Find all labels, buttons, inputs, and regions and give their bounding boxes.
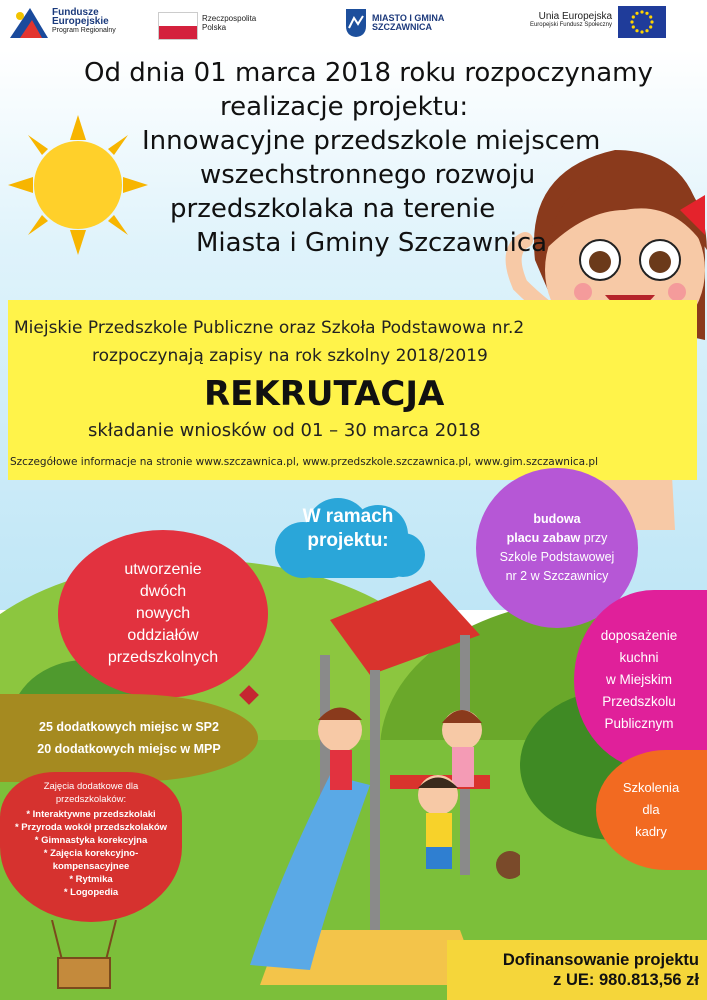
ue-logo-line1: Unia Europejska xyxy=(538,11,612,22)
szczawnica-coat-of-arms-icon xyxy=(345,8,367,38)
balloon-playground-rest: przy Szkole Podstawowej nr 2 w Szczawnicy xyxy=(499,531,615,583)
miasto-logo-line1: MIASTO I GMINA xyxy=(372,13,445,23)
announcement-line-1: Miejskie Przedszkole Publiczne oraz Szkoła Podstawowa nr.2 xyxy=(14,318,525,338)
hot-air-item: * Interaktywne przedszkolaki xyxy=(26,809,156,820)
logo-bar xyxy=(0,0,707,50)
balloon-training-text: Szkolenia dla kadry xyxy=(622,780,680,839)
fe-logo-line2: Europejskie xyxy=(52,16,109,27)
application-deadline: składanie wniosków od 01 – 30 marca 2018 xyxy=(88,420,481,441)
recruitment-title: REKRUTACJA xyxy=(204,374,445,414)
header-line-4: wszechstronnego rozwoju xyxy=(200,160,536,190)
funding-amount: z UE: 980.813,56 zł xyxy=(553,971,699,989)
miasto-logo-line2: SZCZAWNICA xyxy=(372,22,432,32)
funding-line-1: Dofinansowanie projektu xyxy=(502,951,699,969)
header-line-3: Innowacyjne przedszkole miejscem xyxy=(142,126,601,156)
rp-logo-line2: Polska xyxy=(202,23,227,32)
balloon-playground-bold: budowa placu zabaw xyxy=(506,512,581,545)
header-line-2: realizacje projektu: xyxy=(220,92,469,122)
rp-logo-line1: Rzeczpospolita xyxy=(202,14,257,23)
hot-air-item: * Rytmika xyxy=(69,874,113,885)
hot-air-item: * Logopedia xyxy=(63,887,119,898)
hot-air-balloon xyxy=(0,772,182,922)
fe-logo-line1: Fundusze xyxy=(52,7,99,18)
hot-air-item: * Zajęcia korekcyjno- kompensacyjnee xyxy=(43,848,139,872)
balloon-extra-places-text: 25 dodatkowych miejsc w SP2 20 dodatkowych miejsc w MPP xyxy=(37,720,221,756)
hot-air-item: * Przyroda wokół przedszkolaków xyxy=(14,822,168,833)
balloon-new-groups-text: utworzenie dwóch nowych oddziałów przedszkolnych xyxy=(107,561,219,666)
project-cloud xyxy=(268,495,428,580)
header-line-1: Od dnia 01 marca 2018 roku rozpoczynamy xyxy=(84,58,653,88)
ue-logo-line2: Europejski Fundusz Społeczny xyxy=(529,22,612,28)
funding-box xyxy=(447,940,707,1000)
header-line-5: przedszkolaka na terenie xyxy=(170,194,496,224)
hot-air-list xyxy=(0,808,182,899)
eu-flag-icon xyxy=(618,6,666,38)
header-line-6: Miasta i Gminy Szczawnica xyxy=(196,228,548,258)
announcement-line-2: rozpoczynają zapisy na rok szkolny 2018/2019 xyxy=(92,346,488,366)
polish-flag-icon xyxy=(158,12,198,40)
hot-air-basket xyxy=(46,920,122,990)
balloon-kitchen-text: doposażenie kuchni w Miejskim Przedszkolu Publicznym xyxy=(600,628,678,731)
fe-logo-line3: Program Regionalny xyxy=(52,27,116,34)
cloud-text: W ramach projektu: xyxy=(302,506,394,551)
fundusze-europejskie-logo xyxy=(8,6,50,40)
hot-air-item: * Gimnastyka korekcyjna xyxy=(34,835,148,846)
sun-illustration xyxy=(8,115,148,255)
playground-illustration xyxy=(220,575,520,995)
info-websites: Szczegółowe informacje na stronie www.szczawnica.pl, www.przedszkole.szczawnica.pl, www.gim.szczawnica.pl xyxy=(10,456,598,468)
hot-air-title: Zajęcia dodatkowe dla przedszkolaków: xyxy=(43,781,139,805)
